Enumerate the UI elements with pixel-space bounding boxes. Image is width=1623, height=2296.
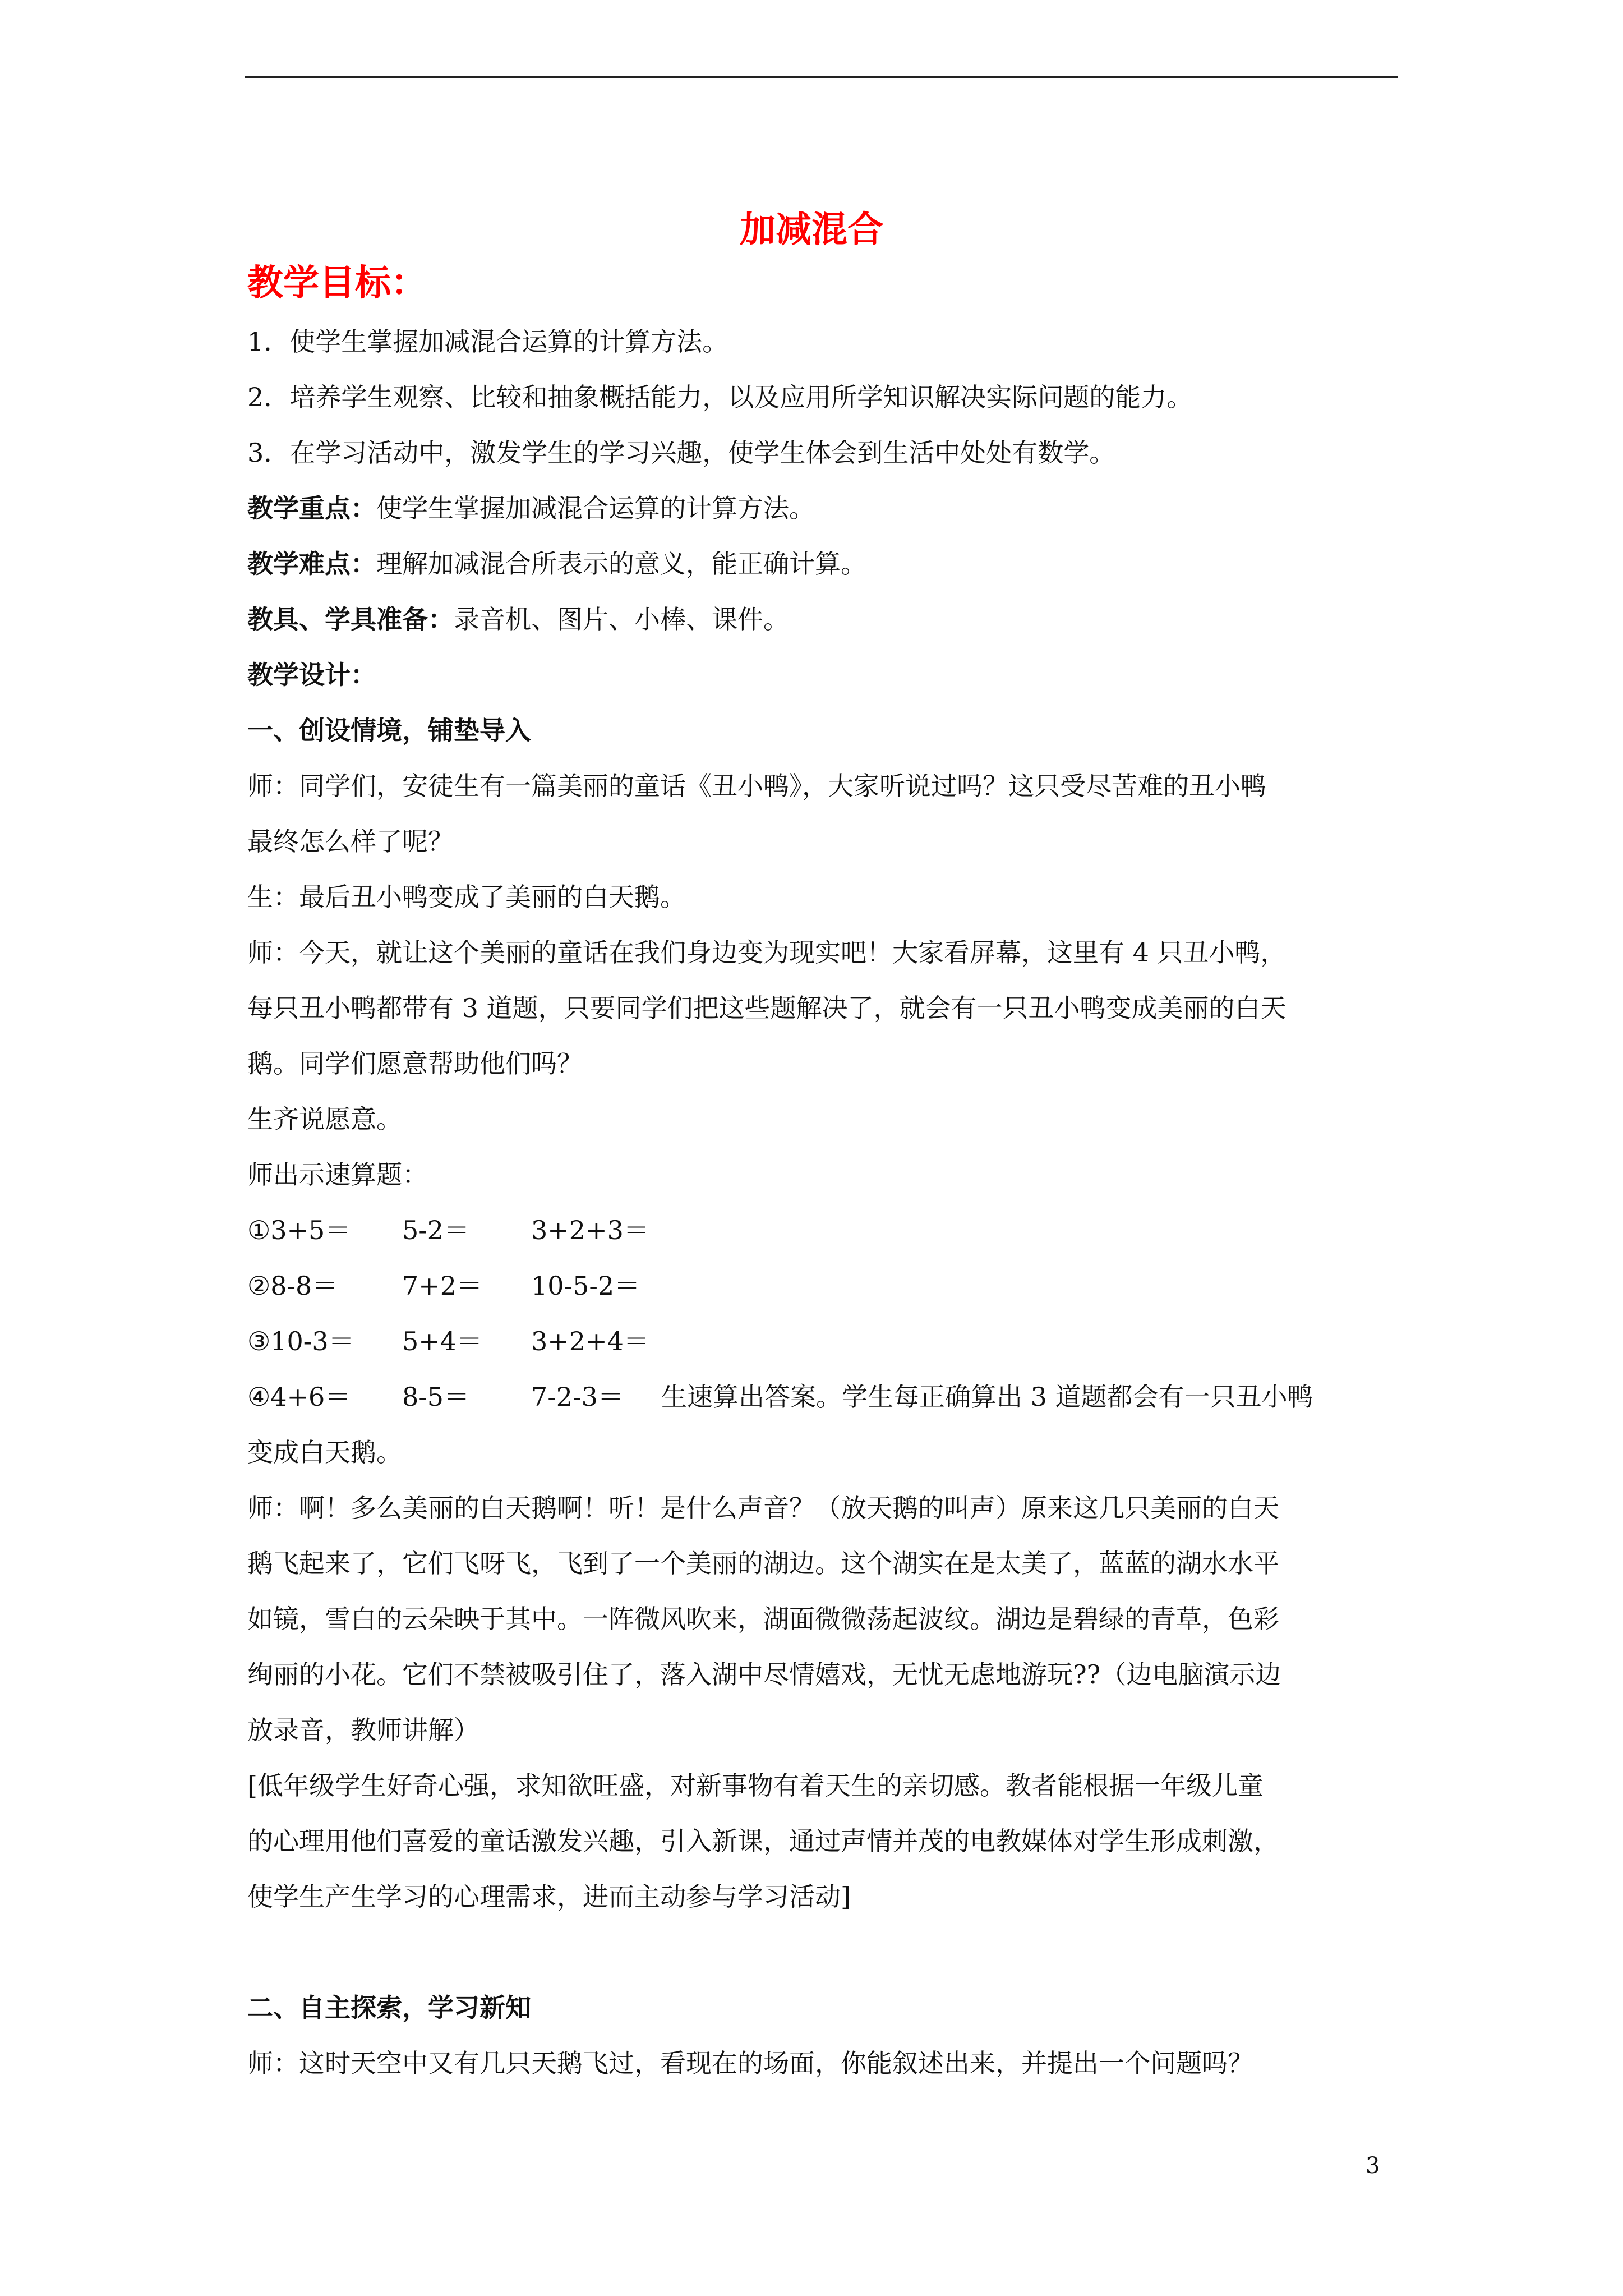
- page-number: 3: [1366, 2153, 1380, 2179]
- page-title: 加减混合: [740, 209, 883, 251]
- paragraph-line: 鹅飞起来了，它们飞呀飞，飞到了一个美丽的湖边。这个湖实在是太美了，蓝蓝的湖水水平: [247, 1548, 1279, 1579]
- section-heading-2: 二、自主探索，学习新知: [247, 1993, 531, 2023]
- teaching-tools: [247, 592, 1391, 647]
- spacer: [247, 1925, 1391, 1980]
- paragraph-line: 生齐说愿意。: [247, 1104, 402, 1134]
- problem-row: [247, 1369, 1391, 1425]
- focus-label: 教学重点：: [247, 493, 376, 523]
- paragraph-line: 使学生产生学习的心理需求，进而主动参与学习活动]: [247, 1881, 851, 1912]
- problem: 5-2＝: [402, 1215, 470, 1245]
- problem: 10-5-2＝: [531, 1271, 640, 1301]
- teaching-difficulty: [247, 536, 1391, 592]
- paragraph-line: 每只丑小鸭都带有 3 道题，只要同学们把这些题解决了，就会有一只丑小鸭变成美丽的白天: [247, 993, 1287, 1023]
- goals-heading: 教学目标：: [247, 262, 427, 304]
- paragraph-line: 变成白天鹅。: [247, 1437, 402, 1467]
- paragraph-line: 师出示速算题：: [247, 1159, 428, 1190]
- goal-item: 3．在学习活动中，激发学生的学习兴趣，使学生体会到生活中处处有数学。: [247, 438, 1115, 468]
- problem: 7+2＝: [402, 1271, 483, 1301]
- design-label: 教学设计：: [247, 660, 376, 690]
- problem-row: [247, 1258, 1391, 1314]
- difficulty-label: 教学难点：: [247, 549, 376, 579]
- paragraph-line: 师：啊！多么美丽的白天鹅啊！听！是什么声音？（放天鹅的叫声）原来这几只美丽的白天: [247, 1493, 1279, 1523]
- problem: 8-5＝: [402, 1382, 470, 1412]
- section-heading-1: 一、创设情境，铺垫导入: [247, 715, 531, 746]
- difficulty-text: 理解加减混合所表示的意义，能正确计算。: [376, 549, 866, 579]
- paragraph-line: 最终怎么样了呢？: [247, 826, 454, 857]
- problem: 3+2+3＝: [531, 1215, 649, 1245]
- problem: 3+2+4＝: [531, 1326, 649, 1356]
- focus-text: 使学生掌握加减混合运算的计算方法。: [376, 493, 815, 523]
- problem-row: [247, 1203, 1391, 1258]
- paragraph-line: 师：今天，就让这个美丽的童话在我们身边变为现实吧！大家看屏幕，这里有 4 只丑小鸭，: [247, 937, 1287, 968]
- problem: ②8-8＝: [247, 1271, 338, 1301]
- paragraph-line: 师：同学们，安徒生有一篇美丽的童话《丑小鸭》，大家听说过吗？这只受尽苦难的丑小鸭: [247, 771, 1266, 801]
- tools-label: 教具、学具准备：: [247, 604, 454, 634]
- paragraph-line: 如镜，雪白的云朵映于其中。一阵微风吹来，湖面微微荡起波纹。湖边是碧绿的青草，色彩: [247, 1604, 1279, 1634]
- header-rule: [245, 76, 1398, 78]
- paragraph-line: [低年级学生好奇心强，求知欲旺盛，对新事物有着天生的亲切感。教者能根据一年级儿童: [247, 1770, 1264, 1801]
- problem: ④4+6＝: [247, 1382, 351, 1412]
- paragraph-line: 鹅。同学们愿意帮助他们吗？: [247, 1048, 583, 1079]
- problem: 5+4＝: [402, 1326, 483, 1356]
- paragraph-line: 放录音，教师讲解）: [247, 1715, 479, 1745]
- tools-text: 录音机、图片、小棒、课件。: [454, 604, 789, 634]
- problem: ①3+5＝: [247, 1215, 351, 1245]
- problem: ③10-3＝: [247, 1326, 354, 1356]
- problem: 7-2-3＝: [531, 1382, 624, 1412]
- goal-item: 1．使学生掌握加减混合运算的计算方法。: [247, 326, 728, 357]
- paragraph-line: 绚丽的小花。它们不禁被吸引住了，落入湖中尽情嬉戏，无忧无虑地游玩??（边电脑演示边: [247, 1659, 1281, 1690]
- problem-row: [247, 1314, 1391, 1369]
- teaching-focus: [247, 481, 1391, 536]
- document-body: [247, 314, 1391, 2091]
- paragraph-line: 生：最后丑小鸭变成了美丽的白天鹅。: [247, 882, 686, 912]
- paragraph-line: 师：这时天空中又有几只天鹅飞过，看现在的场面，你能叙述出来，并提出一个问题吗？: [247, 2048, 1253, 2078]
- problem-note: 生速算出答案。学生每正确算出 3 道题都会有一只丑小鸭: [661, 1382, 1313, 1412]
- paragraph-line: 的心理用他们喜爱的童话激发兴趣，引入新课，通过声情并茂的电教媒体对学生形成刺激，: [247, 1826, 1279, 1856]
- goal-item: 2．培养学生观察、比较和抽象概括能力，以及应用所学知识解决实际问题的能力。: [247, 382, 1193, 412]
